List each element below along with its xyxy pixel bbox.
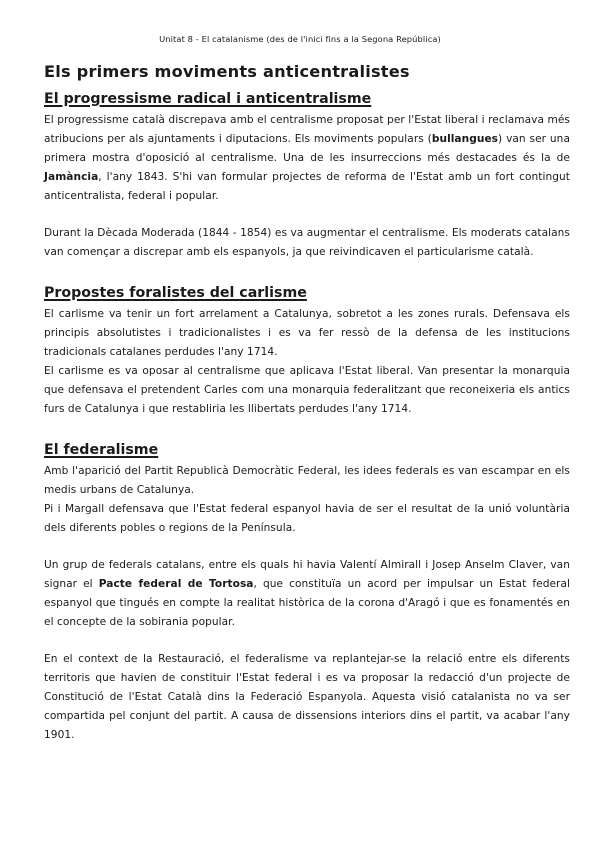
document-body	[44, 62, 570, 745]
section-heading-federalisme: El federalisme	[44, 442, 159, 458]
text-run: Un grup de federals catalans, entre els quals hi havia Valentí Almirall i Josep Anselm Claver, van signar el	[44, 559, 570, 590]
paragraph: Durant la Dècada Moderada (1844 - 1854) es va augmentar el centralisme. Els moderats catalans van començar a discrepar amb els espanyols, ja que reivindicaven el particularisme català.	[44, 227, 570, 258]
section-federalisme	[44, 439, 570, 745]
paragraph	[44, 556, 570, 632]
section-heading-carlisme: Propostes foralistes del carlisme	[44, 285, 307, 301]
paragraph: El carlisme va tenir un fort arrelament a Catalunya, sobretot a les zones rurals. Defensava els principis absolutistes i tradicionalistes i es va fer ressò de la defensa de les institucions tradicionals catalanes perdudes l'any 1714.	[44, 308, 570, 358]
section-carlisme	[44, 282, 570, 419]
bold-term-pacte-tortosa: Pacte federal de Tortosa	[98, 578, 254, 590]
paragraph: Amb l'aparició del Partit Republicà Democràtic Federal, les idees federals es van escampar en els medis urbans de Catalunya.	[44, 465, 570, 496]
text-run: , l'any 1843. S'hi van formular projectes de reforma de l'Estat amb un fort contingut anticentralista, federal i popular.	[44, 171, 570, 202]
running-header: Unitat 8 - El catalanisme (des de l'inici fins a la Segona República)	[159, 34, 441, 44]
paragraph: En el context de la Restauració, el federalisme va replantejar-se la relació entre els diferents territoris que havien de constituir l'Estat federal i es va proposar la redacció d'un projecte de Constitució de l'Estat Català dins la Federació Espanyola. Aquesta visió catalanista no va ser compartida pel conjunt del partit. A causa de dissensions interiors dins el partit, va acabar l'any 1901.	[44, 653, 570, 741]
text-run: ) van ser una primera mostra d'oposició al centralisme. Una de les insurreccions més destacades és la de	[44, 133, 570, 164]
page-title: Els primers moviments anticentralistes	[44, 62, 410, 81]
bold-term-bullangues: bullangues	[431, 133, 499, 145]
bold-term-jamancia: Jamància	[44, 171, 99, 183]
text-run: El progressisme català discrepava amb el centralisme proposat per l'Estat liberal i reclamava més atribucions per als ajuntaments i diputacions. Els moviments populars (	[44, 114, 570, 145]
paragraph: Pi i Margall defensava que l'Estat federal espanyol havia de ser el resultat de la unió voluntària dels diferents pobles o regions de la Península.	[44, 503, 570, 534]
section-progressisme	[44, 88, 570, 262]
paragraph	[44, 111, 570, 206]
paragraph: El carlisme es va oposar al centralisme que aplicava l'Estat liberal. Van presentar la monarquia que defensava el pretendent Carles com una monarquia federalitzant que reconeixeria els antics furs de Catalunya i que restabliria les llibertats perdudes l'any 1714.	[44, 365, 570, 415]
text-run: , que constituïa un acord per impulsar un Estat federal espanyol que tingués en compte la realitat històrica de la corona d'Aragó i que es fonamentés en el concepte de la sobirania popular.	[44, 578, 570, 628]
section-heading-progressisme: El progressisme radical i anticentralisme	[44, 91, 372, 107]
